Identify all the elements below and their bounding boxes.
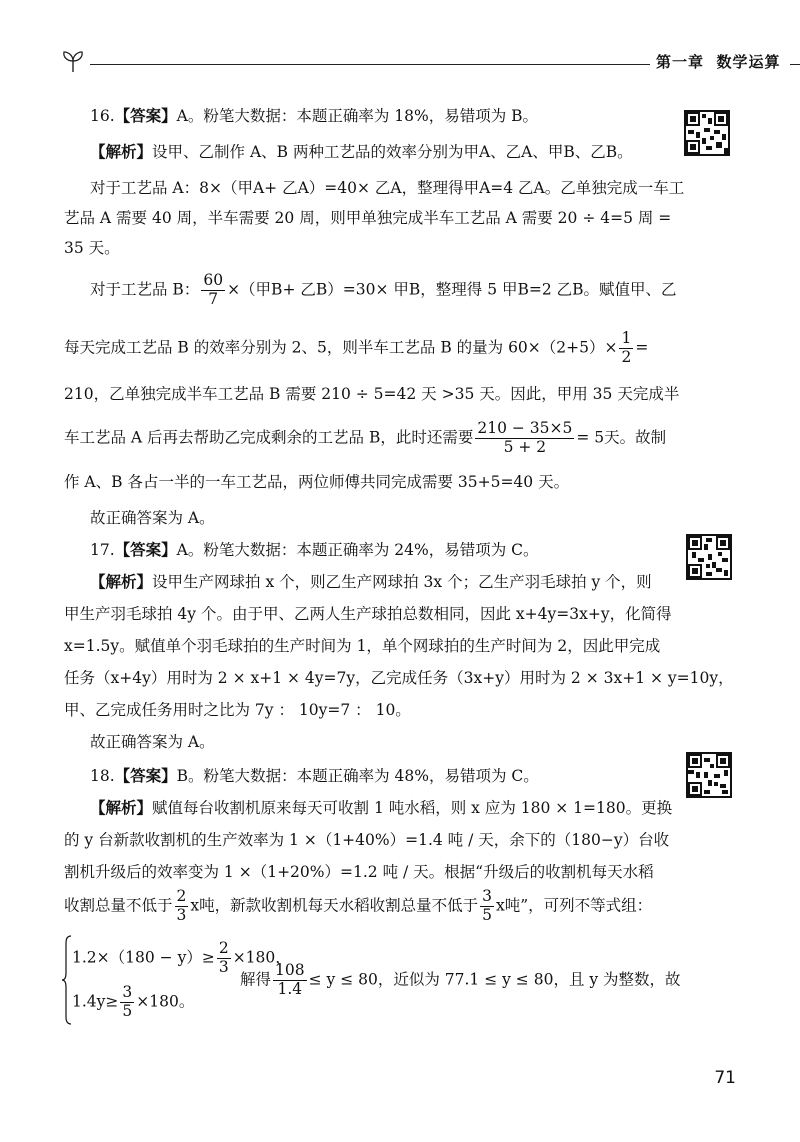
q18-analysis-line: 割机升级后的效率变为 1 ×（1+20%）=1.2 吨 / 天。根据“升级后的收割机每天水稻: [64, 863, 654, 881]
q16-conclusion: 故正确答案为 A。: [90, 509, 215, 527]
q17-conclusion: 故正确答案为 A。: [90, 733, 215, 751]
fraction: $\frac{1}{2}$: [621, 329, 632, 366]
equation-system-brace: [62, 935, 72, 1025]
q16-analysis-line: 【解析】设甲、乙制作 A、B 两种工艺品的效率分别为甲A、乙A、甲B、乙B。: [90, 143, 633, 161]
inequality-1: 1.2×（180 − y）≥ $\frac{2}{3}$ ×180，: [72, 939, 291, 976]
qr-code-icon[interactable]: [686, 534, 732, 580]
fraction: $\frac{3}{5}$: [122, 983, 133, 1020]
q17-analysis-line: 任务（x+4y）用时为 2 × x+1 × 4y=7y，乙完成任务（3x+y）用时为 2 × 3x+1 × y=10y，: [64, 669, 734, 687]
q17-answer: 17.【答案】A。粉笔大数据：本题正确率为 24%，易错项为 C。: [90, 541, 539, 559]
qr-code-icon[interactable]: [686, 752, 732, 798]
header-rule-left: [90, 64, 650, 65]
qr-code-icon[interactable]: [684, 110, 730, 156]
fraction: $\frac{3}{5}$: [482, 887, 493, 924]
header-rule-right: [790, 64, 800, 65]
q18-analysis-line: 【解析】赋值每台收割机原来每天可收割 1 吨水稻，则 x 应为 180 × 1=180。更换: [90, 799, 673, 817]
q17-analysis-line: 甲生产羽毛球拍 4y 个。由于甲、乙两人生产球拍总数相同，因此 x+4y=3x+y，化简得: [64, 605, 672, 623]
q16-analysis-line: 每天完成工艺品 B 的效率分别为 2、5，则半车工艺品 B 的量为 60×（2+5）× $\frac{1}{2}$ =: [64, 329, 649, 366]
inequality-2: 1.4y≥ $\frac{3}{5}$ ×180。: [72, 983, 195, 1020]
q16-analysis-line: 35 天。: [64, 239, 120, 257]
q18-analysis-line: 收割总量不低于 $\frac{2}{3}$ x吨，新款收割机每天水稻收割总量不低于 $\frac{3}{5}$ x吨”，可列不等式组：: [64, 887, 653, 924]
q17-analysis-line: 甲、乙完成任务用时之比为 7y ： 10y=7 ： 10。: [64, 701, 411, 719]
sprout-logo-icon: [60, 48, 86, 74]
page-header: [60, 48, 780, 78]
fraction: $\frac{2}{3}$: [176, 887, 187, 924]
q18-solution-line: 解得 $\frac{108}{1.4}$ ≤ y ≤ 80，近似为 77.1 ≤ y ≤ 80，且 y 为整数，故: [240, 961, 681, 998]
q16-analysis-line: 对于工艺品 B： $\frac{60}{7}$ ×（甲B+ 乙B）=30× 甲B，整理得 5 甲B=2 乙B。赋值甲、乙: [90, 271, 677, 308]
q18-answer: 18.【答案】B。粉笔大数据：本题正确率为 48%，易错项为 C。: [90, 767, 539, 785]
q16-analysis-line: 车工艺品 A 后再去帮助乙完成剩余的工艺品 B，此时还需要 $\frac{210 - 35\times 5}{5 + 2}$ = 5天。故制: [64, 419, 667, 456]
q16-analysis-line: 对于工艺品 A：8×（甲A+ 乙A）=40× 乙A，整理得甲A=4 乙A。乙单独完成一车工: [90, 179, 685, 197]
q16-analysis-line: 210，乙单独完成半车工艺品 B 需要 210 ÷ 5=42 天 >35 天。因此，甲用 35 天完成半: [64, 385, 680, 403]
fraction: $\frac{210 - 35\times 5}{5 + 2}$: [477, 419, 573, 456]
chapter-title: 第一章 数学运算: [656, 53, 781, 71]
q16-analysis-line: 作 A、B 各占一半的一车工艺品，两位师傅共同完成需要 35+5=40 天。: [64, 473, 570, 491]
q17-analysis-line: x=1.5y。赋值单个羽毛球拍的生产时间为 1，单个网球拍的生产时间为 2，因此甲完成: [64, 637, 661, 655]
q16-analysis-line: 艺品 A 需要 40 周，半车需要 20 周，则甲单独完成半车工艺品 A 需要 20 ÷ 4=5 周 =: [64, 209, 672, 227]
q16-answer: 16.【答案】A。粉笔大数据：本题正确率为 18%，易错项为 B。: [90, 107, 539, 125]
fraction: $\frac{60}{7}$: [203, 271, 224, 308]
q17-analysis-line: 【解析】设甲生产网球拍 x 个，则乙生产网球拍 3x 个；乙生产羽毛球拍 y 个，则: [90, 573, 652, 591]
fraction: $\frac{108}{1.4}$: [275, 961, 305, 998]
fraction: $\frac{2}{3}$: [218, 939, 229, 976]
page-number: 71: [714, 1068, 736, 1088]
q18-analysis-line: 的 y 台新款收割机的生产效率为 1 ×（1+40%）=1.4 吨 / 天，余下的（180−y）台收: [64, 831, 670, 849]
